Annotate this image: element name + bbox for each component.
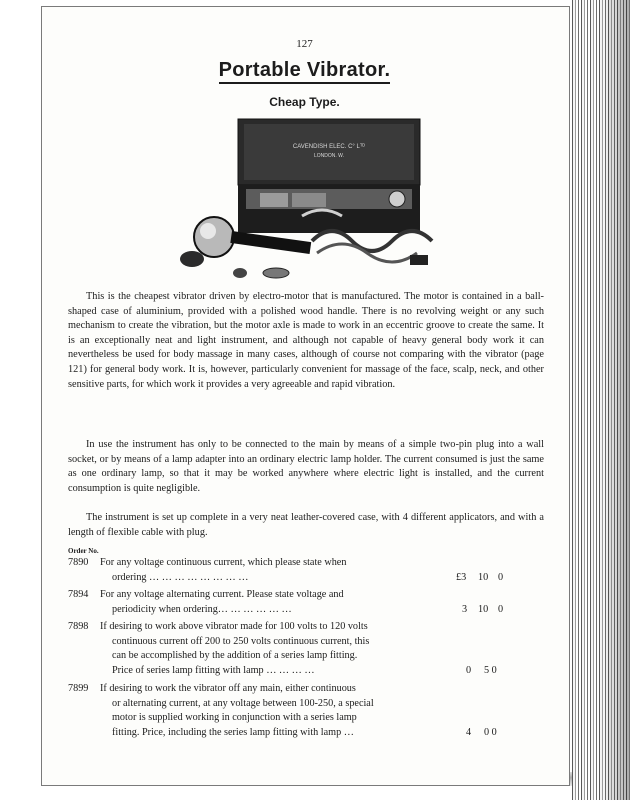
paragraph-usage [68,438,544,496]
applicator-disc-small [263,268,289,278]
order-number: 7890 [68,557,89,568]
order-number: 7894 [68,589,89,600]
page-title [42,59,567,82]
order-line: or alternating current, at any voltage between 100-250, a special [112,697,374,709]
order-line: continuous current off 200 to 250 volts continuous current, this [112,635,370,647]
price-shillings: 10 [478,571,489,583]
paragraph-text: The instrument is set up complete in a very neat leather-covered case, with 4 different applicators, and with a length of flexible cable with plug. [68,512,544,538]
price-shillings: 10 [478,603,489,615]
flexible-cable-coil [317,244,417,262]
order-number-heading: Order No. [68,547,99,555]
order-description [100,682,452,740]
order-description [100,588,452,617]
paragraph-text: This is the cheapest vibrator driven by electro-motor that is manufactured. The motor is contained in a ball-shaped case of aluminium, provided with a polished wood handle. There is no revolving weight or any such mechanism to create the vibration, but the motor axle is made to work in an eccentric groove to create the same. It is an exceptionally neat and light instrument, and although not capable of heavy general body work it can nevertheless be used for body massage in many cases, although of course not comparing with the vibrator (page 121) for general body work. It is, however, particularly convenient for massage of the face, scalp, neck, and other sensitive parts, for which work it provides a very agreeable and rapid vibration. [68,291,544,390]
price-shillings: 4 [466,726,472,738]
order-line: fitting. Price, including the series lamp fitting with lamp … [112,726,354,738]
order-line: For any voltage alternating current. Please state voltage and [100,589,344,600]
vibrator-case-illustration [142,113,442,283]
two-pin-plug [410,255,428,265]
price-pence: 0 [498,603,504,615]
price-pence: 5 0 [484,664,497,676]
vibrator-highlight [200,223,216,239]
vibrator-handle [230,231,311,254]
applicator-slot [292,193,326,207]
catalog-page [41,6,570,786]
paragraph-text: In use the instrument has only to be connected to the main by means of a simple two-pin plug into a wall socket, or by means of a lamp adapter into an ordinary electric lamp holder. The current consumed is just the same as one ordinary lamp, so that it may be worked anywhere where electric light is installed, and the current consumption is quite negligible. [68,439,544,494]
paragraph-description [68,290,544,392]
applicator-disc [389,191,405,207]
paragraph-case [68,511,544,540]
vibrator-motor-ball [194,217,234,257]
order-line: motor is supplied working in conjunction with a series lamp [112,712,357,724]
page-title-text: Portable Vibrator. [219,59,391,84]
order-description [100,620,452,678]
applicator-slot [260,193,288,207]
order-line: periodicity when ordering… … … … … … [112,603,292,615]
price-pounds: 3 [462,603,468,615]
vibrator-applicator [180,251,204,267]
applicator-small [233,268,247,278]
order-line: If desiring to work above vibrator made for 100 volts to 120 volts [100,621,368,632]
order-line: For any voltage continuous current, which please state when [100,557,347,568]
order-line: ordering … … … … … … … … [112,571,249,583]
case-label-line2: LONDON. W. [313,153,345,159]
price-shillings: 0 [466,664,472,676]
order-line: If desiring to work the vibrator off any main, either continuous [100,683,356,694]
order-line: can be accomplished by the addition of a series lamp fitting. [112,650,358,662]
order-number: 7899 [68,683,89,694]
flexible-cable [312,231,432,251]
price-pence: 0 0 [484,726,497,738]
price-pounds: £3 [456,571,467,583]
order-number: 7898 [68,621,89,632]
order-line: Price of series lamp fitting with lamp … … … … [112,664,315,676]
spine-shadow [600,0,630,800]
case-label-line1: CAVENDISH ELEC. C° Lᵀᴰ [292,144,366,150]
price-pence: 0 [498,571,504,583]
order-description [100,556,452,585]
case-lid-lining [244,124,414,180]
page-subtitle: Cheap Type. [269,95,340,109]
page-number: 127 [296,38,313,50]
